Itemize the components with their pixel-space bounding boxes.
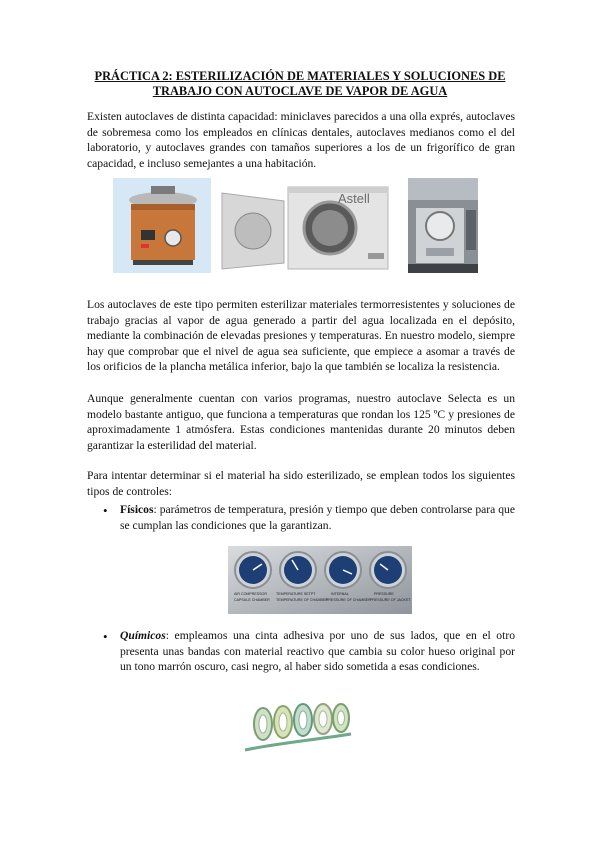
gauge-2 <box>280 552 316 588</box>
gauge-caption-4: PRESSURE <box>374 592 394 596</box>
indicator-tape-photo <box>243 700 355 752</box>
controls-intro-paragraph: Para intentar determinar si el material ha sido esterilizado, se emplean todos los siguientes tipos de controles: <box>87 469 515 498</box>
tape-roll-1 <box>254 708 272 740</box>
physical-label: Físicos <box>120 503 154 516</box>
chemical-label: Químicos <box>120 629 166 642</box>
gauges-panel-photo <box>228 546 412 614</box>
physical-text: : parámetros de temperatura, presión y tiempo que deben controlarse para que se cumplan las condiciones que la garantizan. <box>120 503 515 532</box>
page-title <box>80 69 520 99</box>
gauge-3 <box>325 552 361 588</box>
chemical-controls-item <box>120 628 515 675</box>
gauge-caption-2: TEMPERATURE SETPT <box>276 592 316 596</box>
gauge-subcaption-2: TEMPERATURE OF CHAMBER <box>276 598 328 602</box>
bullet-dot-chemical: • <box>103 629 108 644</box>
chemical-text: : empleamos una cinta adhesiva por uno de sus lados, que en el otro presenta unas bandas con material reactivo que cambia su color hueso original por un tono marrón oscuro, casi negro, al haber sido sometida a esas condiciones. <box>120 629 515 674</box>
tape-roll-4 <box>314 704 332 734</box>
tape-roll-2 <box>274 706 292 738</box>
title-line-2: TRABAJO CON AUTOCLAVE DE VAPOR DE AGUA <box>152 84 448 98</box>
intro-paragraph: Existen autoclaves de distinta capacidad: miniclaves parecidos a una olla exprés, autoclaves de sobremesa como los empleados en clínicas dentales, autoclaves medianos como el del laboratorio, y autoclaves grandes con tamaños superiores a los de un frigorífico de gran capacidad, e incluso semejantes a una habitación. <box>87 110 515 170</box>
programs-paragraph: Aunque generalmente cuentan con varios programas, nuestro autoclave Selecta es un modelo bastante antiguo, que funciona a temperaturas que rondan los 125 ºC y presiones de aproximadamente 1 atmósfera. Estas condiciones mantenidas durante 20 minutos deben garantizar la esterilidad del material. <box>87 392 515 452</box>
astell-autoclave-photo <box>218 183 393 273</box>
gauge-caption-1: AIR COMPRESSOR <box>234 592 267 596</box>
gauge-4 <box>370 552 406 588</box>
astell-brand-label: Astell <box>338 191 370 206</box>
operation-paragraph: Los autoclaves de este tipo permiten esterilizar materiales termorresistentes y soluciones de trabajo gracias al vapor de agua generado a partir del agua localizada en el depósito, mediante la combinación de elevadas presiones y temperaturas. En nuestro modelo, siempre hay que comprobar que el nivel de agua sea suficiente, que empiece a asomar a través de los orificios de la plancha metálica inferior, bajo la que también se localiza la resistencia. <box>87 298 515 374</box>
bullet-dot-physical: • <box>103 503 108 518</box>
gauge-subcaption-3: PRESSURE OF CHAMBER <box>326 598 371 602</box>
gauge-subcaption-4: PRESSURE OF JACKET <box>370 598 411 602</box>
tape-roll-5 <box>333 704 349 732</box>
gauge-subcaption-1: CAPSULE CHAMBER <box>234 598 270 602</box>
title-line-1: PRÁCTICA 2: ESTERILIZACIÓN DE MATERIALES Y SOLUCIONES DE <box>94 69 506 83</box>
mini-autoclave-photo <box>113 178 211 273</box>
gauge-caption-3: INTERNAL <box>331 592 349 596</box>
tape-roll-3 <box>294 704 312 736</box>
lab-autoclave-photo <box>408 178 478 273</box>
gauge-1 <box>235 552 271 588</box>
physical-controls-item <box>120 502 515 533</box>
